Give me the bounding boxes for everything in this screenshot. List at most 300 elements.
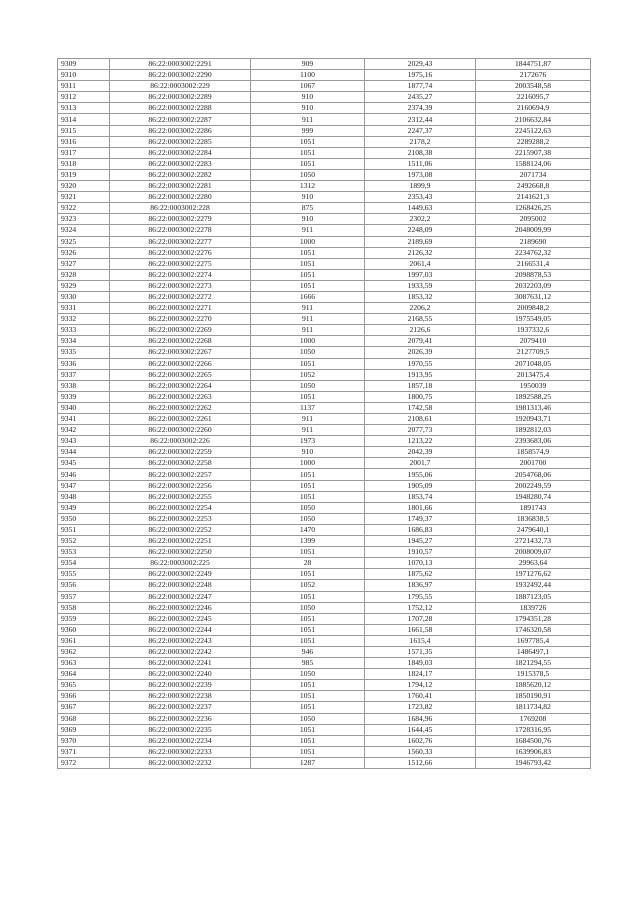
table-row	[58, 369, 591, 380]
rate-cell: 2126,32	[365, 247, 476, 258]
value-cell: 2106632,84	[476, 114, 591, 125]
cadastral-number-cell: 86:22:0003002:2283	[110, 158, 251, 169]
value-cell: 1858574,9	[476, 447, 591, 458]
area-cell: 1051	[251, 269, 365, 280]
value-cell: 2071048,05	[476, 358, 591, 369]
row-number-cell: 9311	[58, 81, 110, 92]
table-row	[58, 746, 591, 757]
rate-cell: 2353,43	[365, 192, 476, 203]
cadastral-number-cell: 86:22:0003002:2265	[110, 369, 251, 380]
rate-cell: 1955,06	[365, 469, 476, 480]
value-cell: 2189690	[476, 236, 591, 247]
table-row	[58, 391, 591, 402]
table-row	[58, 114, 591, 125]
value-cell: 1892812,03	[476, 425, 591, 436]
row-number-cell: 9357	[58, 591, 110, 602]
value-cell: 2127709,5	[476, 347, 591, 358]
rate-cell: 1997,03	[365, 269, 476, 280]
table-row	[58, 247, 591, 258]
rate-cell: 2168,55	[365, 314, 476, 325]
area-cell: 1051	[251, 491, 365, 502]
cadastral-number-cell: 86:22:0003002:2264	[110, 380, 251, 391]
area-cell: 1051	[251, 247, 365, 258]
row-number-cell: 9336	[58, 358, 110, 369]
cadastral-number-cell: 86:22:0003002:2259	[110, 447, 251, 458]
rate-cell: 2077,73	[365, 425, 476, 436]
table-row	[58, 458, 591, 469]
rate-cell: 1760,41	[365, 691, 476, 702]
row-number-cell: 9352	[58, 536, 110, 547]
cadastral-table	[57, 58, 591, 769]
area-cell: 1000	[251, 458, 365, 469]
rate-cell: 1449,63	[365, 203, 476, 214]
row-number-cell: 9358	[58, 602, 110, 613]
value-cell: 1981313,46	[476, 402, 591, 413]
cadastral-number-cell: 86:22:0003002:2279	[110, 214, 251, 225]
cadastral-number-cell: 86:22:0003002:2250	[110, 547, 251, 558]
area-cell: 28	[251, 558, 365, 569]
row-number-cell: 9356	[58, 580, 110, 591]
table-row	[58, 291, 591, 302]
row-number-cell: 9326	[58, 247, 110, 258]
value-cell: 2234762,32	[476, 247, 591, 258]
area-cell: 1312	[251, 181, 365, 192]
value-cell: 2393683,06	[476, 436, 591, 447]
rate-cell: 1933,59	[365, 280, 476, 291]
cadastral-number-cell: 86:22:0003002:2240	[110, 669, 251, 680]
value-cell: 1937332,6	[476, 325, 591, 336]
row-number-cell: 9343	[58, 436, 110, 447]
table-row	[58, 646, 591, 657]
value-cell: 1891743	[476, 502, 591, 513]
value-cell: 1811734,82	[476, 702, 591, 713]
value-cell: 1950039	[476, 380, 591, 391]
table-row	[58, 680, 591, 691]
table-row	[58, 169, 591, 180]
table-row	[58, 203, 591, 214]
row-number-cell: 9353	[58, 547, 110, 558]
area-cell: 1973	[251, 436, 365, 447]
value-cell: 2492668,8	[476, 181, 591, 192]
value-cell: 2008009,07	[476, 547, 591, 558]
cadastral-number-cell: 86:22:0003002:2234	[110, 735, 251, 746]
table-row	[58, 414, 591, 425]
row-number-cell: 9367	[58, 702, 110, 713]
rate-cell: 1511,06	[365, 158, 476, 169]
row-number-cell: 9321	[58, 192, 110, 203]
table-row	[58, 280, 591, 291]
row-number-cell: 9334	[58, 336, 110, 347]
cadastral-number-cell: 86:22:0003002:2263	[110, 391, 251, 402]
row-number-cell: 9331	[58, 303, 110, 314]
table-row	[58, 502, 591, 513]
table-row	[58, 513, 591, 524]
area-cell: 1051	[251, 547, 365, 558]
cadastral-number-cell: 86:22:0003002:2254	[110, 502, 251, 513]
row-number-cell: 9323	[58, 214, 110, 225]
cadastral-number-cell: 86:22:0003002:2288	[110, 103, 251, 114]
row-number-cell: 9342	[58, 425, 110, 436]
row-number-cell: 9366	[58, 691, 110, 702]
table-row	[58, 447, 591, 458]
cadastral-number-cell: 86:22:0003002:2245	[110, 613, 251, 624]
value-cell: 2245122,63	[476, 125, 591, 136]
area-cell: 1051	[251, 280, 365, 291]
cadastral-number-cell: 86:22:0003002:2287	[110, 114, 251, 125]
area-cell: 911	[251, 425, 365, 436]
row-number-cell: 9312	[58, 92, 110, 103]
rate-cell: 1899,9	[365, 181, 476, 192]
cadastral-number-cell: 86:22:0003002:2268	[110, 336, 251, 347]
rate-cell: 2079,41	[365, 336, 476, 347]
table-row	[58, 258, 591, 269]
area-cell: 1051	[251, 746, 365, 757]
area-cell: 911	[251, 303, 365, 314]
rate-cell: 1571,35	[365, 646, 476, 657]
table-row	[58, 147, 591, 158]
cadastral-number-cell: 86:22:0003002:2238	[110, 691, 251, 702]
rate-cell: 1913,95	[365, 369, 476, 380]
rate-cell: 2108,38	[365, 147, 476, 158]
cadastral-number-cell: 86:22:0003002:2237	[110, 702, 251, 713]
cadastral-number-cell: 86:22:0003002:2253	[110, 513, 251, 524]
rate-cell: 2108,61	[365, 414, 476, 425]
value-cell: 3087631,12	[476, 291, 591, 302]
table-row	[58, 702, 591, 713]
rate-cell: 2302,2	[365, 214, 476, 225]
row-number-cell: 9327	[58, 258, 110, 269]
row-number-cell: 9361	[58, 635, 110, 646]
cadastral-number-cell: 86:22:0003002:2251	[110, 536, 251, 547]
table-row	[58, 225, 591, 236]
cadastral-number-cell: 86:22:0003002:2232	[110, 757, 251, 768]
area-cell: 1051	[251, 591, 365, 602]
rate-cell: 1752,12	[365, 602, 476, 613]
area-cell: 1051	[251, 358, 365, 369]
value-cell: 1885620,12	[476, 680, 591, 691]
area-cell: 911	[251, 314, 365, 325]
table-row	[58, 158, 591, 169]
table-row	[58, 624, 591, 635]
row-number-cell: 9332	[58, 314, 110, 325]
value-cell: 1746320,58	[476, 624, 591, 635]
value-cell: 1268426,25	[476, 203, 591, 214]
rate-cell: 1905,09	[365, 480, 476, 491]
rate-cell: 1723,82	[365, 702, 476, 713]
cadastral-number-cell: 86:22:0003002:2243	[110, 635, 251, 646]
row-number-cell: 9330	[58, 291, 110, 302]
cadastral-number-cell: 86:22:0003002:2256	[110, 480, 251, 491]
value-cell: 2032203,09	[476, 280, 591, 291]
area-cell: 911	[251, 414, 365, 425]
value-cell: 2216095,7	[476, 92, 591, 103]
table-row	[58, 524, 591, 535]
row-number-cell: 9355	[58, 569, 110, 580]
table-row	[58, 547, 591, 558]
cadastral-number-cell: 86:22:0003002:2255	[110, 491, 251, 502]
cadastral-number-cell: 86:22:0003002:2274	[110, 269, 251, 280]
area-cell: 1100	[251, 70, 365, 81]
row-number-cell: 9350	[58, 513, 110, 524]
rate-cell: 1661,58	[365, 624, 476, 635]
table-row	[58, 469, 591, 480]
cadastral-number-cell: 86:22:0003002:2284	[110, 147, 251, 158]
table-row	[58, 269, 591, 280]
cadastral-number-cell: 86:22:0003002:2281	[110, 181, 251, 192]
rate-cell: 2312,44	[365, 114, 476, 125]
table-row	[58, 713, 591, 724]
cadastral-number-cell: 86:22:0003002:2269	[110, 325, 251, 336]
cadastral-number-cell: 86:22:0003002:2235	[110, 724, 251, 735]
value-cell: 1887123,05	[476, 591, 591, 602]
cadastral-number-cell: 86:22:0003002:2247	[110, 591, 251, 602]
table-row	[58, 347, 591, 358]
value-cell: 1932492,44	[476, 580, 591, 591]
area-cell: 1051	[251, 569, 365, 580]
cadastral-number-cell: 86:22:0003002:229	[110, 81, 251, 92]
cadastral-number-cell: 86:22:0003002:2252	[110, 524, 251, 535]
rate-cell: 1684,96	[365, 713, 476, 724]
value-cell: 2079410	[476, 336, 591, 347]
row-number-cell: 9363	[58, 658, 110, 669]
value-cell: 2215907,38	[476, 147, 591, 158]
cadastral-number-cell: 86:22:0003002:225	[110, 558, 251, 569]
row-number-cell: 9316	[58, 136, 110, 147]
table-row	[58, 436, 591, 447]
row-number-cell: 9309	[58, 59, 110, 70]
cadastral-number-cell: 86:22:0003002:2246	[110, 602, 251, 613]
value-cell: 2172676	[476, 70, 591, 81]
area-cell: 1399	[251, 536, 365, 547]
area-cell: 1051	[251, 158, 365, 169]
value-cell: 1588124,06	[476, 158, 591, 169]
table-row	[58, 59, 591, 70]
rate-cell: 1875,62	[365, 569, 476, 580]
area-cell: 911	[251, 114, 365, 125]
area-cell: 1051	[251, 702, 365, 713]
table-row	[58, 658, 591, 669]
row-number-cell: 9325	[58, 236, 110, 247]
rate-cell: 1853,32	[365, 291, 476, 302]
rate-cell: 1794,12	[365, 680, 476, 691]
row-number-cell: 9364	[58, 669, 110, 680]
rate-cell: 2178,2	[365, 136, 476, 147]
area-cell: 911	[251, 225, 365, 236]
row-number-cell: 9348	[58, 491, 110, 502]
cadastral-number-cell: 86:22:0003002:2261	[110, 414, 251, 425]
rate-cell: 1602,76	[365, 735, 476, 746]
value-cell: 1839726	[476, 602, 591, 613]
value-cell: 1821294,55	[476, 658, 591, 669]
area-cell: 1050	[251, 380, 365, 391]
value-cell: 1844751,87	[476, 59, 591, 70]
rate-cell: 1945,27	[365, 536, 476, 547]
table-row	[58, 558, 591, 569]
table-row	[58, 380, 591, 391]
cadastral-number-cell: 86:22:0003002:2286	[110, 125, 251, 136]
cadastral-number-cell: 86:22:0003002:2233	[110, 746, 251, 757]
row-number-cell: 9322	[58, 203, 110, 214]
cadastral-number-cell: 86:22:0003002:2242	[110, 646, 251, 657]
value-cell: 1684500,76	[476, 735, 591, 746]
area-cell: 1051	[251, 680, 365, 691]
area-cell: 910	[251, 192, 365, 203]
row-number-cell: 9345	[58, 458, 110, 469]
cadastral-number-cell: 86:22:0003002:2260	[110, 425, 251, 436]
rate-cell: 1615,4	[365, 635, 476, 646]
cadastral-number-cell: 86:22:0003002:2266	[110, 358, 251, 369]
rate-cell: 1644,45	[365, 724, 476, 735]
value-cell: 1836838,5	[476, 513, 591, 524]
table-row	[58, 691, 591, 702]
row-number-cell: 9317	[58, 147, 110, 158]
value-cell: 1794351,28	[476, 613, 591, 624]
rate-cell: 1857,18	[365, 380, 476, 391]
row-number-cell: 9349	[58, 502, 110, 513]
value-cell: 2160694,9	[476, 103, 591, 114]
table-row	[58, 236, 591, 247]
value-cell: 2013475,4	[476, 369, 591, 380]
value-cell: 1975549,05	[476, 314, 591, 325]
table-row	[58, 591, 591, 602]
cadastral-number-cell: 86:22:0003002:2267	[110, 347, 251, 358]
rate-cell: 2189,69	[365, 236, 476, 247]
value-cell: 1769208	[476, 713, 591, 724]
value-cell: 1728316,95	[476, 724, 591, 735]
rate-cell: 1824,17	[365, 669, 476, 680]
table-row	[58, 757, 591, 768]
area-cell: 1666	[251, 291, 365, 302]
rate-cell: 2029,43	[365, 59, 476, 70]
row-number-cell: 9372	[58, 757, 110, 768]
table-row	[58, 669, 591, 680]
value-cell: 2141621,3	[476, 192, 591, 203]
cadastral-number-cell: 86:22:0003002:2272	[110, 291, 251, 302]
row-number-cell: 9368	[58, 713, 110, 724]
row-number-cell: 9333	[58, 325, 110, 336]
value-cell: 2289288,2	[476, 136, 591, 147]
area-cell: 1051	[251, 480, 365, 491]
table-row	[58, 580, 591, 591]
value-cell: 2003548,58	[476, 81, 591, 92]
rate-cell: 1910,57	[365, 547, 476, 558]
value-cell: 29963,64	[476, 558, 591, 569]
cadastral-number-cell: 86:22:0003002:2290	[110, 70, 251, 81]
table-body	[58, 59, 591, 769]
rate-cell: 1973,08	[365, 169, 476, 180]
area-cell: 1287	[251, 757, 365, 768]
row-number-cell: 9365	[58, 680, 110, 691]
row-number-cell: 9340	[58, 402, 110, 413]
cadastral-number-cell: 86:22:0003002:2277	[110, 236, 251, 247]
row-number-cell: 9337	[58, 369, 110, 380]
rate-cell: 1877,74	[365, 81, 476, 92]
area-cell: 1051	[251, 724, 365, 735]
table-row	[58, 103, 591, 114]
cadastral-number-cell: 86:22:0003002:2291	[110, 59, 251, 70]
rate-cell: 1975,16	[365, 70, 476, 81]
table-row	[58, 214, 591, 225]
cadastral-number-cell: 86:22:0003002:2271	[110, 303, 251, 314]
table-row	[58, 81, 591, 92]
row-number-cell: 9359	[58, 613, 110, 624]
cadastral-number-cell: 86:22:0003002:2278	[110, 225, 251, 236]
rate-cell: 2247,37	[365, 125, 476, 136]
area-cell: 875	[251, 203, 365, 214]
cadastral-number-cell: 86:22:0003002:226	[110, 436, 251, 447]
value-cell: 2166531,4	[476, 258, 591, 269]
area-cell: 1051	[251, 735, 365, 746]
value-cell: 1920943,71	[476, 414, 591, 425]
row-number-cell: 9370	[58, 735, 110, 746]
table-row	[58, 303, 591, 314]
area-cell: 1050	[251, 669, 365, 680]
row-number-cell: 9329	[58, 280, 110, 291]
rate-cell: 2206,2	[365, 303, 476, 314]
table-row	[58, 425, 591, 436]
row-number-cell: 9371	[58, 746, 110, 757]
rate-cell: 1742,58	[365, 402, 476, 413]
value-cell: 1915378,5	[476, 669, 591, 680]
value-cell: 2054768,06	[476, 469, 591, 480]
row-number-cell: 9346	[58, 469, 110, 480]
cadastral-number-cell: 86:22:0003002:2282	[110, 169, 251, 180]
table-row	[58, 181, 591, 192]
value-cell: 1486497,1	[476, 646, 591, 657]
row-number-cell: 9362	[58, 646, 110, 657]
cadastral-number-cell: 86:22:0003002:2257	[110, 469, 251, 480]
value-cell: 1850190,91	[476, 691, 591, 702]
area-cell: 1470	[251, 524, 365, 535]
rate-cell: 1707,28	[365, 613, 476, 624]
rate-cell: 2001,7	[365, 458, 476, 469]
value-cell: 2095002	[476, 214, 591, 225]
table-row	[58, 358, 591, 369]
value-cell: 2001700	[476, 458, 591, 469]
value-cell: 1948280,74	[476, 491, 591, 502]
area-cell: 1050	[251, 502, 365, 513]
area-cell: 1051	[251, 258, 365, 269]
cadastral-number-cell: 86:22:0003002:2270	[110, 314, 251, 325]
area-cell: 1052	[251, 369, 365, 380]
rate-cell: 1512,66	[365, 757, 476, 768]
area-cell: 1050	[251, 169, 365, 180]
table-row	[58, 325, 591, 336]
area-cell: 999	[251, 125, 365, 136]
area-cell: 1051	[251, 624, 365, 635]
cadastral-number-cell: 86:22:0003002:2258	[110, 458, 251, 469]
table-row	[58, 136, 591, 147]
row-number-cell: 9339	[58, 391, 110, 402]
table-row	[58, 602, 591, 613]
row-number-cell: 9315	[58, 125, 110, 136]
area-cell: 1137	[251, 402, 365, 413]
rate-cell: 2061,4	[365, 258, 476, 269]
rate-cell: 1070,13	[365, 558, 476, 569]
table-row	[58, 70, 591, 81]
area-cell: 985	[251, 658, 365, 669]
value-cell: 1946793,42	[476, 757, 591, 768]
cadastral-number-cell: 86:22:0003002:2236	[110, 713, 251, 724]
cadastral-number-cell: 86:22:0003002:2248	[110, 580, 251, 591]
cadastral-number-cell: 86:22:0003002:2249	[110, 569, 251, 580]
table-row	[58, 336, 591, 347]
row-number-cell: 9318	[58, 158, 110, 169]
cadastral-number-cell: 86:22:0003002:2241	[110, 658, 251, 669]
rate-cell: 2026,39	[365, 347, 476, 358]
area-cell: 1052	[251, 580, 365, 591]
area-cell: 1000	[251, 336, 365, 347]
